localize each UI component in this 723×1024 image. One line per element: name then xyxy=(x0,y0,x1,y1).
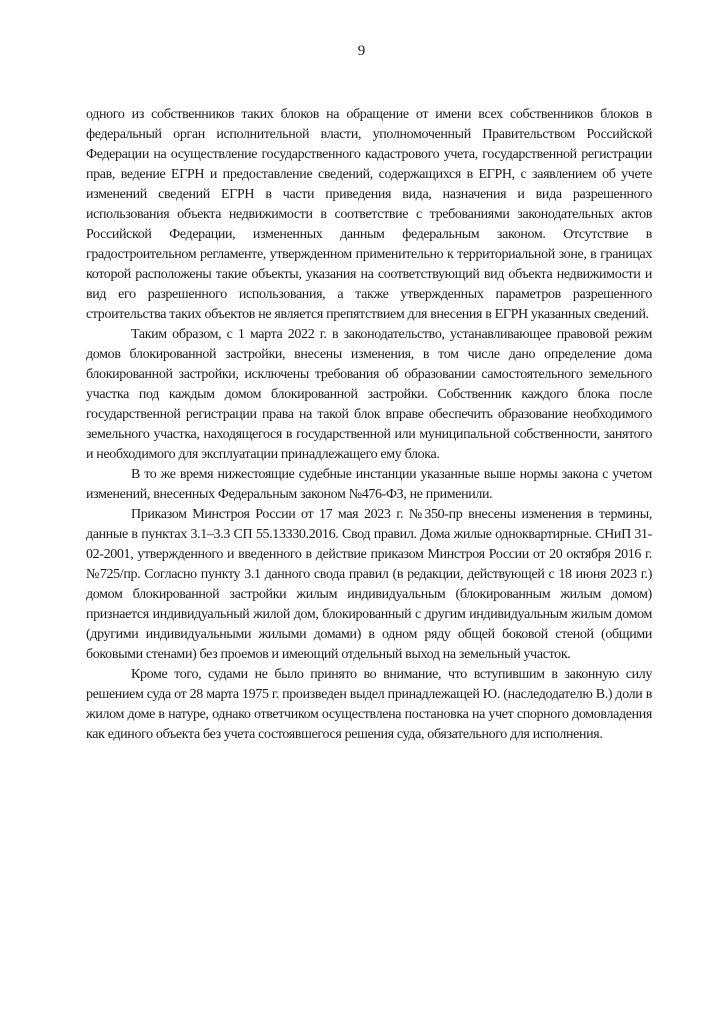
paragraph-lower-courts: В то же время нижестоящие судебные инстанции указанные выше нормы закона с учетом изменений, внесенных Федеральным законом №476-ФЗ, не применили. xyxy=(86,467,652,502)
paragraph-court-decision: Кроме того, судами не было принято во внимание, что вступившим в законную силу решением суда от 28 марта 1975 г. произведен выдел принадлежащей Ю. (наследодателю В.) доли в жилом доме в натуре, однако ответчиком осуществлена постановка на учет спорного домовладения как единого объекта без учета состоявшегося решения суда, обязательного для исполнения. xyxy=(86,667,652,742)
paragraph-continuation: одного из собственников таких блоков на обращение от имени всех собственников блоков в федеральный орган исполнительной власти, уполномоченный Правительством Российской Федерации на осуществление государственного кадастрового учета, государственной регистрации прав, ведение ЕГРН и предоставление сведений, содержащихся в ЕГРН, с заявлением об учете изменений сведений ЕГРН в части приведения вида, назначения и вида разрешенного использования объекта недвижимости в соответствие с требованиями законодательных актов Российской Федерации, измененных данным федеральным законом. Отсутствие в градостроительном регламенте, утвержденном применительно к территориальной зоне, в границах которой расположены такие объекты, указания на соответствующий вид объекта недвижимости и вид его разрешенного использования, а также утвержденных параметров разрешенного строительства таких объектов не является препятствием для внесения в ЕГРН указанных сведений. xyxy=(86,107,652,322)
paragraph-minstroy-order: Приказом Минстроя России от 17 мая 2023 г. №350-пр внесены изменения в термины, данные в пунктах 3.1–3.3 СП 55.13330.2016. Свод правил. Дома жилые одноквартирные. СНиП 31-02-2001, утвержденного и введенного в действие приказом Минстроя России от 20 октября 2016 г. №725/пр. Согласно пункту 3.1 данного свода правил (в редакции, действующей с 18 июня 2023 г.) домом блокированной застройки жилым индивидуальным (блокированным жилым домом) признается индивидуальный жилой дом, блокированный с другим индивидуальным жилым домом (другими индивидуальными жилыми домами) в одном ряду общей боковой стеной (общими боковыми стенами) без проемов и имеющий отдельный выход на земельный участок. xyxy=(86,507,652,662)
document-body xyxy=(86,105,652,745)
page-number: 9 xyxy=(357,43,366,59)
paragraph-legal-changes: Таким образом, с 1 марта 2022 г. в законодательство, устанавливающее правовой режим домов блокированной застройки, внесены изменения, в том числе дано определение дома блокированной застройки, исключены требования об образовании самостоятельного земельного участка под каждым домом блокированной застройки. Собственник каждого блока после государственной регистрации права на такой блок вправе обеспечить образование необходимого земельного участка, находящегося в государственной или муниципальной собственности, занятого и необходимого для эксплуатации принадлежащего ему блока. xyxy=(86,327,652,462)
